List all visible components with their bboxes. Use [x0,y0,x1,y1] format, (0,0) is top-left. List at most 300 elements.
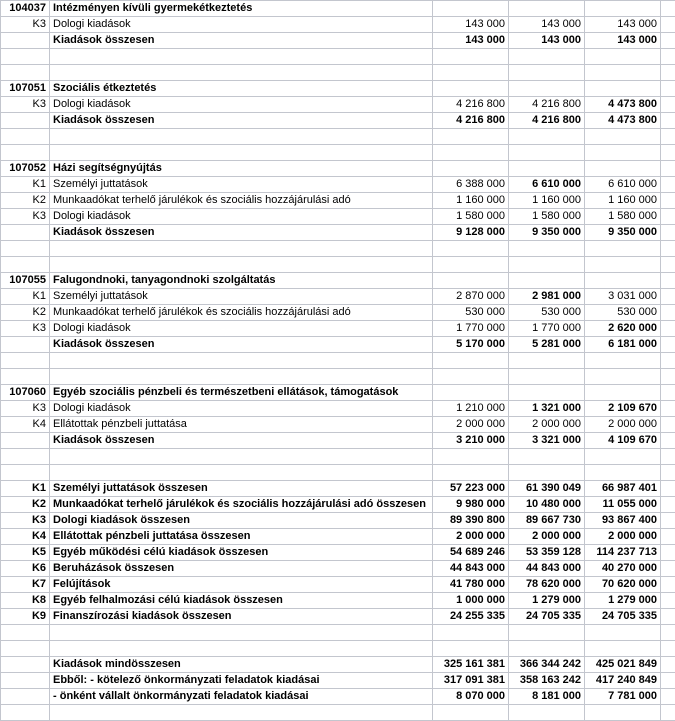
cell-trailing[interactable] [661,161,675,177]
cell-code[interactable]: 107060 [1,385,50,401]
cell-value-3[interactable] [585,257,661,273]
cell-trailing[interactable] [661,1,675,17]
table-row [1,193,675,209]
cell-value-1[interactable]: 1 000 000 [433,593,509,609]
cell-value-1[interactable]: 143 000 [433,17,509,33]
cell-trailing[interactable] [661,225,675,241]
cell-value-2[interactable] [509,273,585,289]
cell-description[interactable]: Személyi juttatások [50,289,433,305]
cell-value-2[interactable]: 2 981 000 [509,289,585,305]
cell-value-1[interactable]: 143 000 [433,33,509,49]
cell-value-2[interactable]: 4 216 800 [509,97,585,113]
cell-value-2[interactable]: 1 770 000 [509,321,585,337]
table-row [1,1,675,17]
cell-description[interactable]: Ellátottak pénzbeli juttatása [50,417,433,433]
cell-trailing[interactable] [661,673,675,689]
cell-code[interactable] [1,369,50,385]
cell-trailing[interactable] [661,81,675,97]
cell-code[interactable]: K3 [1,97,50,113]
cell-trailing[interactable] [661,689,675,705]
table-row [1,593,675,609]
cell-trailing[interactable] [661,273,675,289]
cell-value-2[interactable]: 1 279 000 [509,593,585,609]
cell-description[interactable]: Dologi kiadások [50,401,433,417]
cell-description[interactable]: Egyéb szociális pénzbeli és természetbeni ellátások, támogatások [50,385,433,401]
table-row [1,481,675,497]
cell-description[interactable]: Dologi kiadások összesen [50,513,433,529]
cell-code[interactable] [1,145,50,161]
cell-trailing[interactable] [661,257,675,273]
cell-value-3[interactable] [585,705,661,721]
cell-value-1[interactable]: 317 091 381 [433,673,509,689]
cell-description[interactable]: Kiadások összesen [50,33,433,49]
cell-code[interactable]: K1 [1,289,50,305]
cell-code[interactable] [1,465,50,481]
cell-description[interactable]: Ellátottak pénzbeli juttatása összesen [50,529,433,545]
cell-value-3[interactable] [585,49,661,65]
cell-code[interactable]: 104037 [1,1,50,17]
cell-trailing[interactable] [661,529,675,545]
cell-value-2[interactable]: 143 000 [509,17,585,33]
cell-code[interactable]: K6 [1,561,50,577]
cell-description[interactable] [50,257,433,273]
cell-value-2[interactable]: 44 843 000 [509,561,585,577]
cell-description[interactable] [50,241,433,257]
cell-code[interactable] [1,65,50,81]
table-row [1,113,675,129]
cell-value-3[interactable]: 114 237 713 [585,545,661,561]
cell-value-1[interactable]: 530 000 [433,305,509,321]
cell-value-3[interactable]: 3 031 000 [585,289,661,305]
cell-trailing[interactable] [661,417,675,433]
cell-value-3[interactable] [585,129,661,145]
cell-code[interactable] [1,449,50,465]
cell-code[interactable]: 107051 [1,81,50,97]
cell-value-1[interactable]: 1 160 000 [433,193,509,209]
cell-description[interactable] [50,449,433,465]
cell-value-3[interactable] [585,81,661,97]
cell-value-2[interactable]: 78 620 000 [509,577,585,593]
cell-description[interactable] [50,129,433,145]
table-row [1,161,675,177]
cell-value-1[interactable]: 1 580 000 [433,209,509,225]
cell-value-3[interactable]: 2 000 000 [585,529,661,545]
cell-value-1[interactable] [433,65,509,81]
cell-value-2[interactable] [509,257,585,273]
cell-code[interactable]: 107052 [1,161,50,177]
cell-value-3[interactable]: 24 705 335 [585,609,661,625]
cell-value-2[interactable] [509,705,585,721]
table-row [1,337,675,353]
cell-value-1[interactable]: 9 128 000 [433,225,509,241]
cell-description[interactable] [50,641,433,657]
cell-value-2[interactable] [509,81,585,97]
cell-value-3[interactable] [585,241,661,257]
table-row [1,625,675,641]
cell-code[interactable]: K5 [1,545,50,561]
cell-value-1[interactable]: 2 000 000 [433,529,509,545]
cell-value-3[interactable]: 417 240 849 [585,673,661,689]
cell-code[interactable]: K2 [1,305,50,321]
table-row [1,33,675,49]
cell-trailing[interactable] [661,577,675,593]
cell-description[interactable] [50,49,433,65]
cell-value-2[interactable]: 10 480 000 [509,497,585,513]
cell-trailing[interactable] [661,705,675,721]
table-row [1,321,675,337]
cell-value-2[interactable]: 2 000 000 [509,417,585,433]
cell-description[interactable]: Intézményen kívüli gyermekétkeztetés [50,1,433,17]
cell-description[interactable]: Finanszírozási kiadások összesen [50,609,433,625]
cell-trailing[interactable] [661,369,675,385]
cell-value-2[interactable] [509,65,585,81]
cell-value-3[interactable]: 530 000 [585,305,661,321]
cell-value-3[interactable]: 143 000 [585,33,661,49]
cell-value-1[interactable]: 3 210 000 [433,433,509,449]
cell-value-1[interactable]: 325 161 381 [433,657,509,673]
cell-code[interactable]: K2 [1,193,50,209]
cell-value-1[interactable] [433,145,509,161]
cell-value-3[interactable] [585,353,661,369]
cell-value-2[interactable]: 6 610 000 [509,177,585,193]
table-row [1,257,675,273]
cell-trailing[interactable] [661,193,675,209]
cell-description[interactable]: Személyi juttatások [50,177,433,193]
cell-description[interactable] [50,465,433,481]
table-row [1,689,675,705]
table-row [1,225,675,241]
cell-trailing[interactable] [661,433,675,449]
cell-value-2[interactable] [509,385,585,401]
cell-description[interactable]: Dologi kiadások [50,17,433,33]
cell-trailing[interactable] [661,337,675,353]
cell-value-1[interactable]: 2 870 000 [433,289,509,305]
cell-code[interactable] [1,705,50,721]
cell-value-2[interactable] [509,145,585,161]
cell-value-3[interactable]: 9 350 000 [585,225,661,241]
cell-code[interactable]: K7 [1,577,50,593]
cell-value-3[interactable]: 7 781 000 [585,689,661,705]
cell-value-3[interactable]: 70 620 000 [585,577,661,593]
cell-code[interactable] [1,33,50,49]
cell-trailing[interactable] [661,17,675,33]
cell-value-2[interactable]: 4 216 800 [509,113,585,129]
cell-code[interactable] [1,689,50,705]
cell-value-3[interactable]: 4 473 800 [585,97,661,113]
cell-trailing[interactable] [661,353,675,369]
cell-code[interactable]: K3 [1,17,50,33]
cell-description[interactable]: Munkaadókat terhelő járulékok és szociális hozzájárulási adó [50,305,433,321]
cell-code[interactable] [1,49,50,65]
cell-trailing[interactable] [661,401,675,417]
cell-code[interactable] [1,241,50,257]
cell-trailing[interactable] [661,465,675,481]
cell-value-3[interactable]: 1 160 000 [585,193,661,209]
cell-value-1[interactable]: 24 255 335 [433,609,509,625]
cell-code[interactable] [1,625,50,641]
cell-value-2[interactable] [509,1,585,17]
table-row [1,657,675,673]
cell-value-1[interactable] [433,129,509,145]
cell-value-3[interactable]: 1 279 000 [585,593,661,609]
cell-value-3[interactable] [585,145,661,161]
table-row [1,705,675,721]
cell-value-3[interactable] [585,273,661,289]
cell-code[interactable] [1,673,50,689]
cell-description[interactable]: Házi segítségnyújtás [50,161,433,177]
table-row [1,369,675,385]
cell-value-2[interactable]: 143 000 [509,33,585,49]
cell-code[interactable]: K3 [1,209,50,225]
cell-value-1[interactable]: 2 000 000 [433,417,509,433]
table-row [1,433,675,449]
cell-trailing[interactable] [661,129,675,145]
cell-value-1[interactable] [433,257,509,273]
cell-value-1[interactable]: 4 216 800 [433,97,509,113]
table-row [1,609,675,625]
cell-value-2[interactable] [509,353,585,369]
cell-description[interactable]: Egyéb felhalmozási célú kiadások összesen [50,593,433,609]
cell-description[interactable]: Munkaadókat terhelő járulékok és szociális hozzájárulási adó [50,193,433,209]
cell-value-3[interactable]: 4 109 670 [585,433,661,449]
table-row [1,17,675,33]
cell-value-2[interactable]: 8 181 000 [509,689,585,705]
cell-trailing[interactable] [661,241,675,257]
cell-value-2[interactable] [509,241,585,257]
cell-description[interactable]: Dologi kiadások [50,97,433,113]
cell-description[interactable]: Munkaadókat terhelő járulékok és szociális hozzájárulási adó összesen [50,497,433,513]
table-row [1,129,675,145]
cell-description[interactable]: Kiadások összesen [50,433,433,449]
cell-code[interactable]: K2 [1,497,50,513]
cell-value-1[interactable] [433,641,509,657]
table-row [1,65,675,81]
cell-trailing[interactable] [661,513,675,529]
cell-trailing[interactable] [661,209,675,225]
cell-value-2[interactable]: 5 281 000 [509,337,585,353]
cell-trailing[interactable] [661,641,675,657]
cell-value-1[interactable]: 57 223 000 [433,481,509,497]
table-row [1,97,675,113]
cell-code[interactable]: 107055 [1,273,50,289]
cell-description[interactable]: Ebből: - kötelező önkormányzati feladatok kiadásai [50,673,433,689]
cell-value-3[interactable] [585,65,661,81]
cell-trailing[interactable] [661,625,675,641]
cell-value-3[interactable] [585,1,661,17]
cell-description[interactable]: Dologi kiadások [50,209,433,225]
cell-value-1[interactable] [433,625,509,641]
cell-value-1[interactable] [433,241,509,257]
cell-code[interactable]: K9 [1,609,50,625]
cell-value-1[interactable]: 44 843 000 [433,561,509,577]
cell-value-1[interactable]: 54 689 246 [433,545,509,561]
cell-value-3[interactable]: 2 000 000 [585,417,661,433]
cell-value-2[interactable]: 9 350 000 [509,225,585,241]
cell-code[interactable] [1,225,50,241]
cell-description[interactable]: Felújítások [50,577,433,593]
cell-value-1[interactable]: 41 780 000 [433,577,509,593]
cell-value-3[interactable]: 2 109 670 [585,401,661,417]
cell-value-3[interactable] [585,385,661,401]
cell-description[interactable]: Beruházások összesen [50,561,433,577]
cell-code[interactable]: K1 [1,177,50,193]
cell-value-1[interactable] [433,81,509,97]
cell-trailing[interactable] [661,305,675,321]
cell-trailing[interactable] [661,497,675,513]
cell-description[interactable] [50,353,433,369]
cell-value-3[interactable] [585,449,661,465]
cell-value-1[interactable]: 9 980 000 [433,497,509,513]
cell-value-2[interactable] [509,369,585,385]
cell-value-1[interactable]: 5 170 000 [433,337,509,353]
cell-value-2[interactable]: 89 667 730 [509,513,585,529]
table-row [1,401,675,417]
cell-description[interactable]: Kiadások összesen [50,337,433,353]
table-row [1,673,675,689]
cell-value-2[interactable]: 366 344 242 [509,657,585,673]
cell-code[interactable] [1,337,50,353]
cell-description[interactable]: Kiadások összesen [50,113,433,129]
cell-code[interactable]: K8 [1,593,50,609]
table-row [1,641,675,657]
cell-value-2[interactable]: 53 359 128 [509,545,585,561]
cell-value-3[interactable]: 1 580 000 [585,209,661,225]
cell-code[interactable] [1,641,50,657]
cell-code[interactable] [1,353,50,369]
cell-trailing[interactable] [661,657,675,673]
cell-value-1[interactable]: 4 216 800 [433,113,509,129]
cell-value-3[interactable] [585,161,661,177]
cell-value-1[interactable] [433,161,509,177]
cell-description[interactable]: Falugondnoki, tanyagondnoki szolgáltatás [50,273,433,289]
cell-value-3[interactable] [585,465,661,481]
cell-code[interactable]: K1 [1,481,50,497]
cell-value-2[interactable]: 530 000 [509,305,585,321]
cell-description[interactable]: Dologi kiadások [50,321,433,337]
cell-code[interactable] [1,129,50,145]
table-body [1,1,675,721]
table-row [1,177,675,193]
cell-value-2[interactable]: 3 321 000 [509,433,585,449]
cell-code[interactable] [1,657,50,673]
cell-trailing[interactable] [661,49,675,65]
cell-value-1[interactable]: 1 210 000 [433,401,509,417]
cell-value-2[interactable] [509,625,585,641]
cell-value-2[interactable] [509,449,585,465]
cell-value-1[interactable] [433,449,509,465]
cell-value-3[interactable]: 6 181 000 [585,337,661,353]
cell-description[interactable]: Egyéb működési célú kiadások összesen [50,545,433,561]
cell-value-3[interactable]: 93 867 400 [585,513,661,529]
cell-value-2[interactable] [509,49,585,65]
cell-trailing[interactable] [661,113,675,129]
cell-trailing[interactable] [661,177,675,193]
cell-value-2[interactable]: 2 000 000 [509,529,585,545]
cell-value-1[interactable]: 1 770 000 [433,321,509,337]
cell-description[interactable] [50,145,433,161]
cell-value-2[interactable]: 1 160 000 [509,193,585,209]
cell-value-1[interactable] [433,49,509,65]
cell-value-3[interactable]: 2 620 000 [585,321,661,337]
cell-value-3[interactable]: 4 473 800 [585,113,661,129]
cell-code[interactable]: K4 [1,417,50,433]
cell-value-1[interactable] [433,369,509,385]
cell-value-1[interactable] [433,353,509,369]
cell-value-2[interactable]: 61 390 049 [509,481,585,497]
cell-description[interactable]: Személyi juttatások összesen [50,481,433,497]
cell-trailing[interactable] [661,321,675,337]
cell-value-3[interactable]: 40 270 000 [585,561,661,577]
cell-description[interactable]: Kiadások összesen [50,225,433,241]
cell-value-2[interactable]: 1 580 000 [509,209,585,225]
cell-trailing[interactable] [661,545,675,561]
cell-description[interactable] [50,625,433,641]
cell-description[interactable] [50,65,433,81]
cell-value-2[interactable] [509,465,585,481]
cell-trailing[interactable] [661,609,675,625]
cell-code[interactable] [1,433,50,449]
cell-value-2[interactable] [509,161,585,177]
cell-trailing[interactable] [661,561,675,577]
cell-value-2[interactable]: 24 705 335 [509,609,585,625]
cell-value-3[interactable] [585,641,661,657]
cell-code[interactable]: K3 [1,513,50,529]
cell-code[interactable]: K3 [1,321,50,337]
cell-description[interactable]: Kiadások mindösszesen [50,657,433,673]
cell-value-2[interactable] [509,641,585,657]
cell-value-2[interactable]: 1 321 000 [509,401,585,417]
cell-code[interactable]: K4 [1,529,50,545]
cell-value-3[interactable] [585,369,661,385]
cell-description[interactable]: Szociális étkeztetés [50,81,433,97]
cell-value-3[interactable]: 6 610 000 [585,177,661,193]
cell-trailing[interactable] [661,481,675,497]
cell-trailing[interactable] [661,593,675,609]
cell-value-2[interactable] [509,129,585,145]
cell-trailing[interactable] [661,33,675,49]
cell-code[interactable]: K3 [1,401,50,417]
cell-trailing[interactable] [661,289,675,305]
cell-code[interactable] [1,257,50,273]
cell-value-3[interactable]: 143 000 [585,17,661,33]
cell-trailing[interactable] [661,449,675,465]
cell-value-3[interactable]: 66 987 401 [585,481,661,497]
cell-value-1[interactable] [433,465,509,481]
cell-trailing[interactable] [661,385,675,401]
cell-trailing[interactable] [661,97,675,113]
cell-value-1[interactable]: 89 390 800 [433,513,509,529]
cell-trailing[interactable] [661,145,675,161]
cell-value-1[interactable]: 8 070 000 [433,689,509,705]
cell-trailing[interactable] [661,65,675,81]
cell-value-2[interactable]: 358 163 242 [509,673,585,689]
cell-value-3[interactable] [585,625,661,641]
cell-value-1[interactable] [433,385,509,401]
cell-value-1[interactable] [433,705,509,721]
cell-value-1[interactable] [433,273,509,289]
table-row [1,273,675,289]
cell-value-1[interactable]: 6 388 000 [433,177,509,193]
cell-description[interactable] [50,705,433,721]
table-row [1,465,675,481]
table-row [1,449,675,465]
cell-value-3[interactable]: 425 021 849 [585,657,661,673]
cell-value-1[interactable] [433,1,509,17]
cell-value-3[interactable]: 11 055 000 [585,497,661,513]
cell-description[interactable]: - önként vállalt önkormányzati feladatok kiadásai [50,689,433,705]
cell-code[interactable] [1,113,50,129]
cell-description[interactable] [50,369,433,385]
